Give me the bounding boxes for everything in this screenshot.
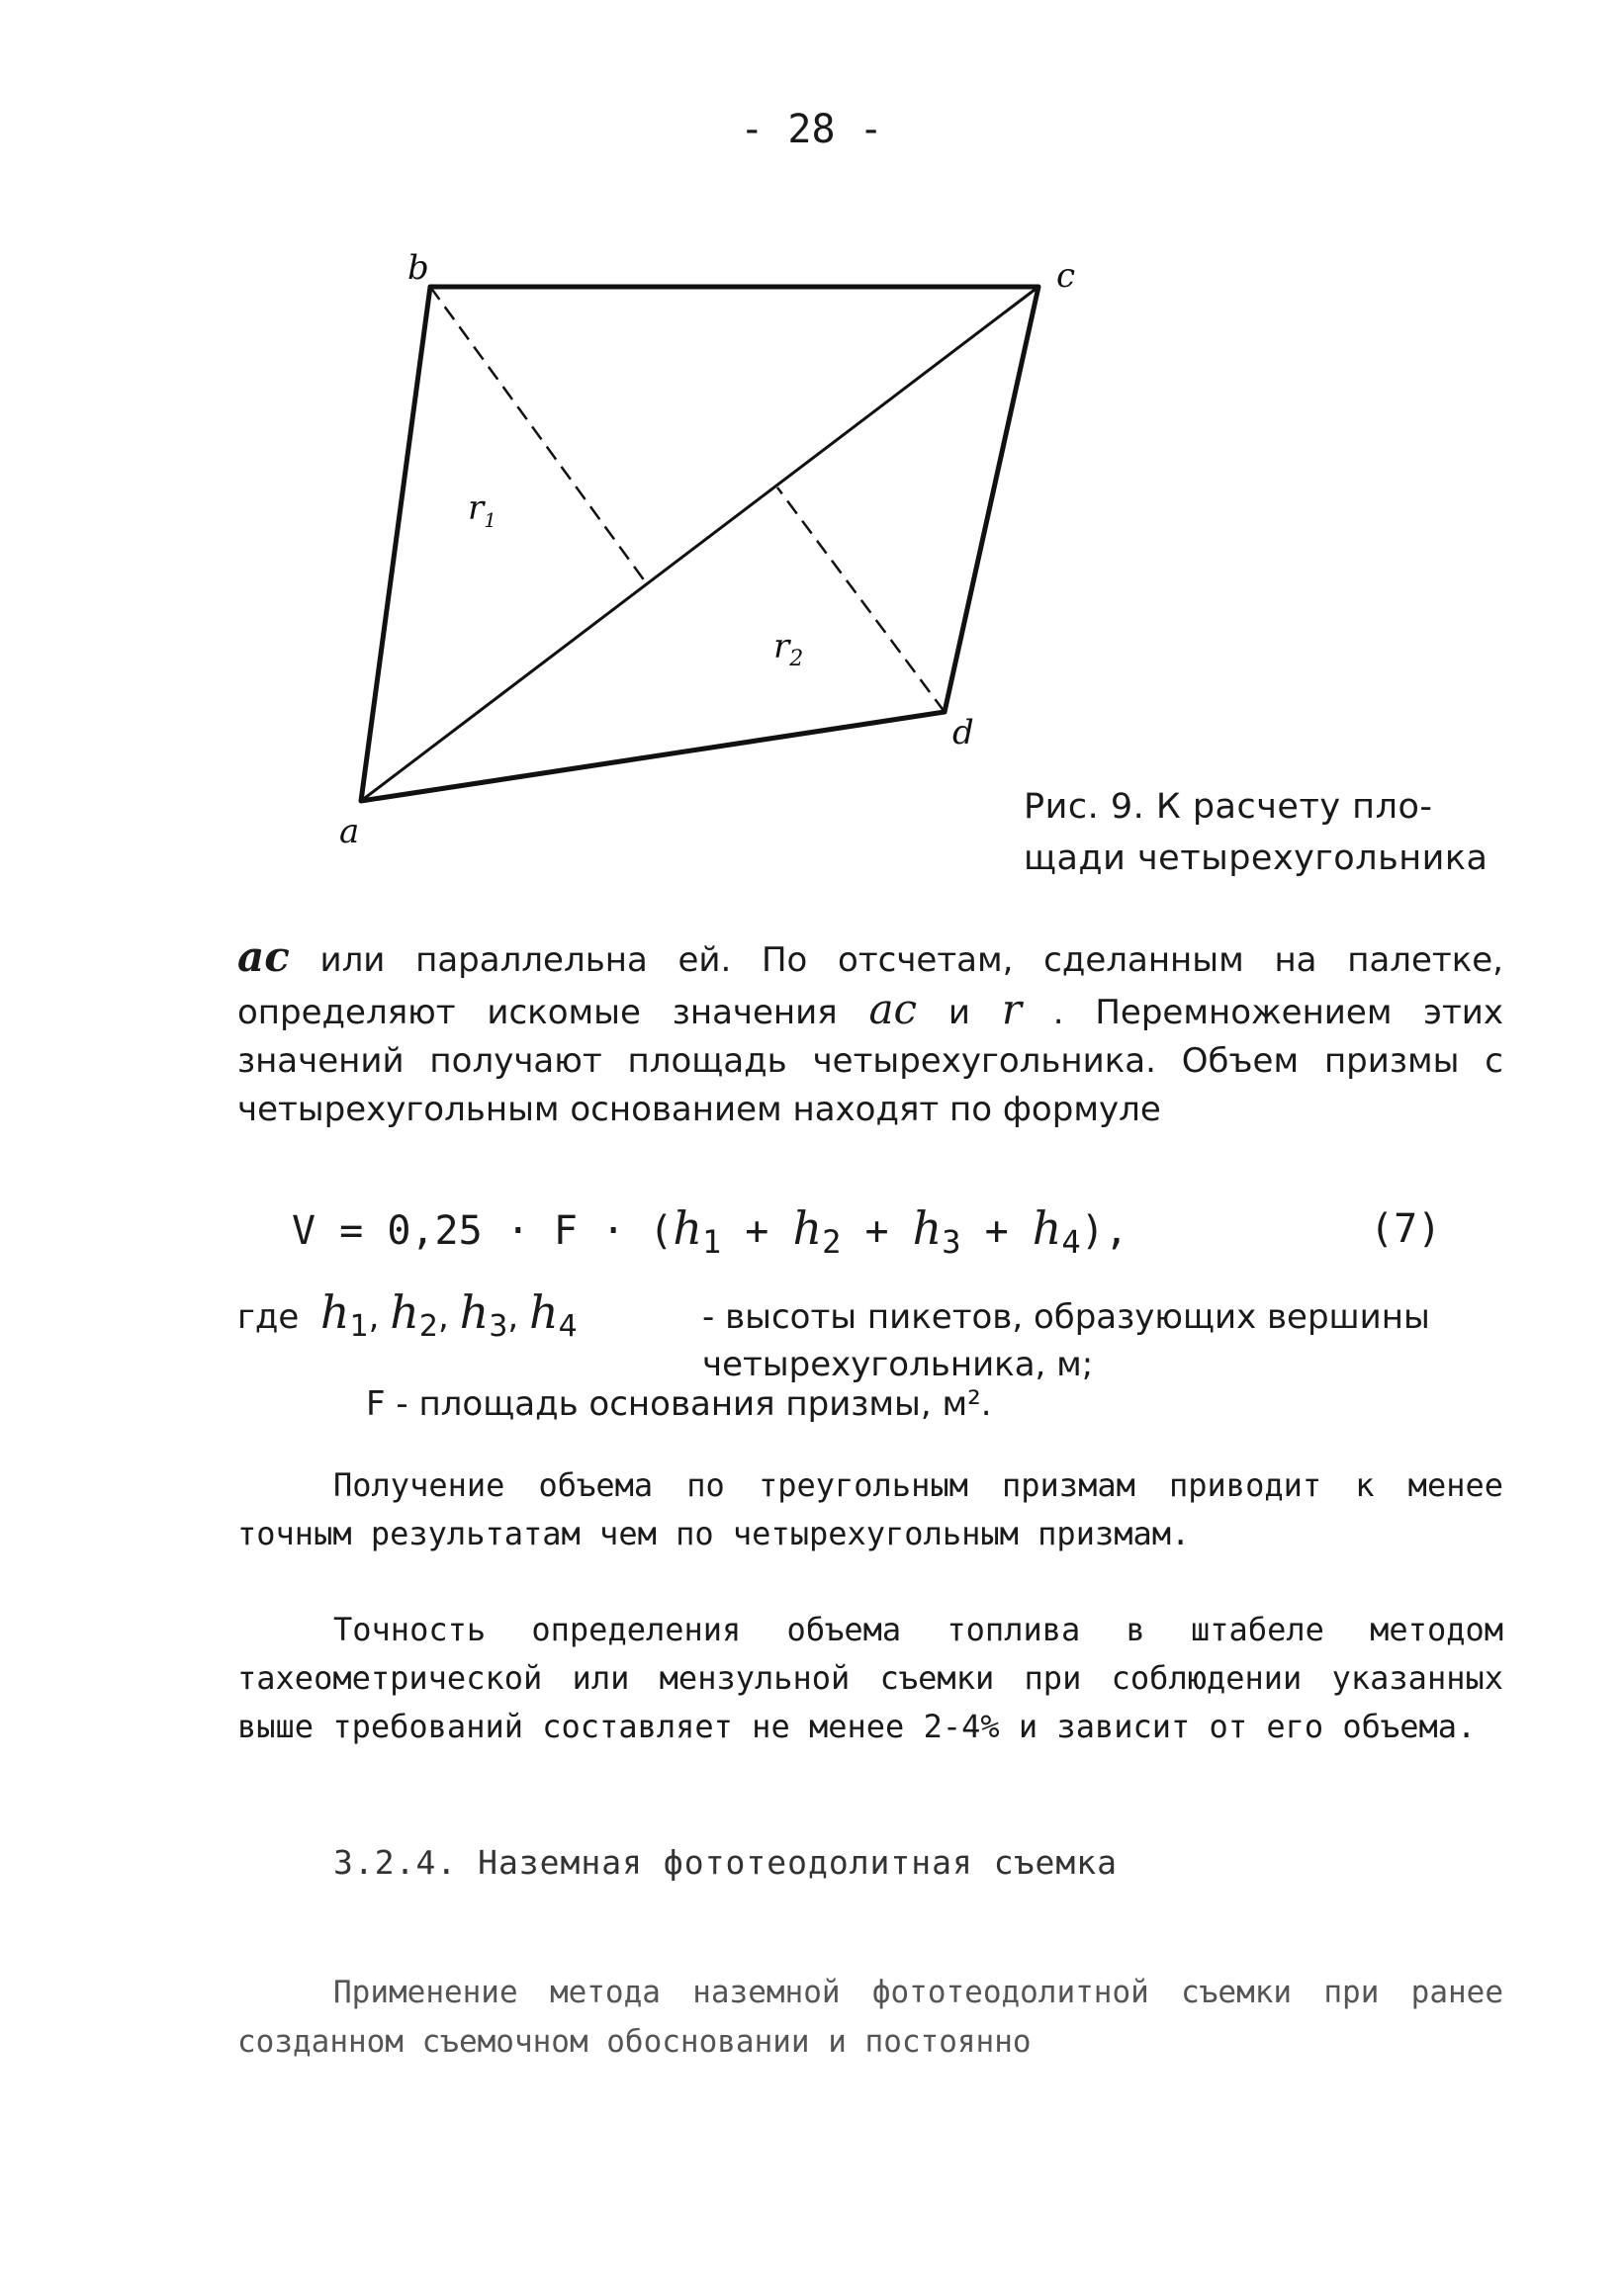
formula-7: $V = 0,25 \cdot F \cdot (h_1 + h_2 + h_3 + h_4)$, xyxy=(292,1201,1128,1261)
vertex-label-d: d xyxy=(952,713,974,752)
vertex-label-b: b xyxy=(407,248,429,288)
height-b xyxy=(430,287,648,585)
height-d xyxy=(777,487,945,712)
paragraph-1-text-2: и xyxy=(917,993,1002,1032)
f-definition: F - площадь основания призмы, м². xyxy=(366,1384,992,1424)
height-label-r2: $r_2$ xyxy=(773,627,804,671)
paragraph-2: Получение объема по треугольным призмам приводит к менее точным результатам чем по четырехугольным призмам. xyxy=(237,1466,1503,1552)
paragraph-1 xyxy=(237,932,1503,1134)
paragraph-3: Точность определения объема топлива в штабеле методом тахеометрической или мензульной съемки при соблюдении указанных выше требований составляет не менее 2-4% и зависит от его объема. xyxy=(237,1611,1503,1745)
paragraph-1-text-1: или параллельна ей. По отсчетам, сделанным на палетке, определяют искомые значения xyxy=(237,940,1503,1032)
vertex-label-c: c xyxy=(1056,256,1076,296)
caption-line-2: щади четырехугольника xyxy=(1024,839,1488,878)
var-ac: ac xyxy=(237,932,290,981)
height-label-r1: $r_1$ xyxy=(468,488,496,532)
where-description: - высоты пикетов, образующих вершины четырехугольника, м; xyxy=(702,1297,1430,1384)
caption-line-1: Рис. 9. К расчету пло- xyxy=(1024,787,1433,827)
where-clause: где $h_1$, $h_2$, $h_3$, $h_4$ xyxy=(237,1285,578,1344)
var-ac-2: ac xyxy=(868,985,918,1033)
formula-prefix: V = 0,25 · F · ( xyxy=(292,1208,674,1254)
section-heading: 3.2.4. Наземная фототеодолитная съемка xyxy=(333,1843,1118,1882)
paragraph-4: Применение метода наземной фототеодолитной съемки при ранее созданном съемочном обосновании и постоянно xyxy=(237,1975,1503,2060)
diagonal-ac xyxy=(361,287,1038,801)
paragraph-1-text-3: . Перемножением этих значений получают площадь четырехугольника. Объем призмы с четырехугольным основанием находят по формуле xyxy=(237,993,1503,1129)
figure-caption xyxy=(1024,781,1538,884)
quadrilateral-diagram xyxy=(326,237,1315,870)
vertex-label-a: a xyxy=(339,812,360,851)
page-number: - 28 - xyxy=(740,107,883,152)
equation-number: (7) xyxy=(1370,1206,1442,1252)
var-r: r xyxy=(1001,985,1022,1033)
figure-quadrilateral xyxy=(326,237,1315,870)
